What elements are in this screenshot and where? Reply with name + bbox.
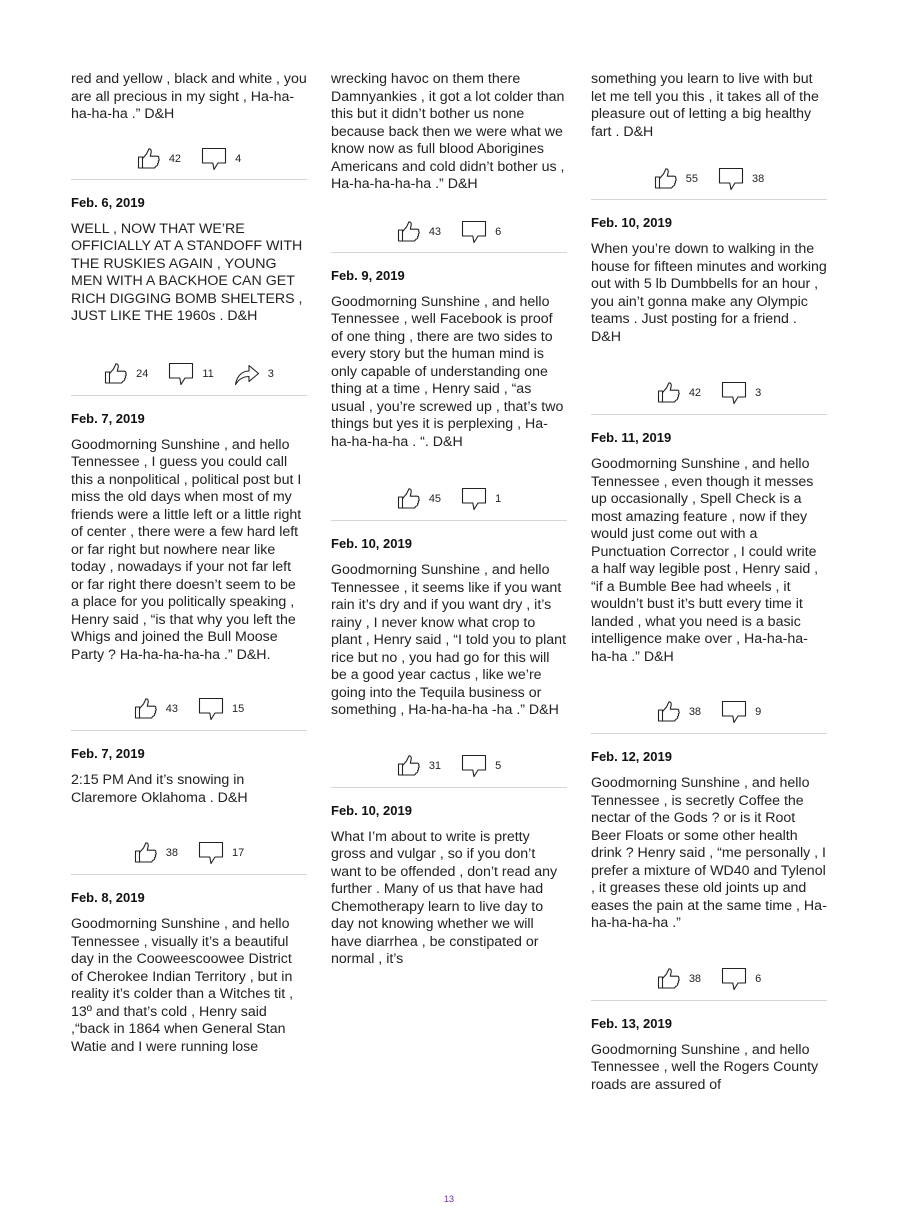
post-stats: [331, 487, 567, 511]
share-arrow-icon: [234, 362, 260, 386]
divider: [71, 395, 307, 396]
like-button[interactable]: 43: [134, 697, 178, 721]
divider: [331, 787, 567, 788]
comment-button[interactable]: 15: [198, 697, 244, 721]
divider: [331, 520, 567, 521]
column-2: [331, 71, 567, 969]
post-stats: [331, 754, 567, 778]
comment-button[interactable]: 4: [201, 147, 241, 171]
comment-icon: [461, 487, 487, 511]
post-date: Feb. 7, 2019: [71, 410, 145, 426]
like-button[interactable]: 43: [397, 220, 441, 244]
post-stats: [71, 362, 307, 386]
thumbs-up-icon: [137, 147, 161, 171]
post-text: Goodmorning Sunshine , and hello Tennessee , well Facebook is proof of one thing , there are two sides to every story but the human mind is only capable of understanding one thing at a time , Henry said , “as usual , you’re screwed up , that’s two things but yes it is perplexing , Ha-ha-ha-ha-ha . “. D&H: [331, 293, 564, 450]
comment-icon: [168, 362, 194, 386]
thumbs-up-icon: [104, 362, 128, 386]
post-date: Feb. 10, 2019: [591, 215, 672, 230]
post-date: Feb. 8, 2019: [71, 890, 145, 905]
post-text-continued: something you learn to live with but let me tell you this , it takes all of the pleasure out of letting a big healthy fart . D&H: [591, 71, 819, 140]
divider: [71, 874, 307, 875]
page-number: 13: [443, 1194, 454, 1204]
comment-icon: [461, 220, 487, 244]
like-button[interactable]: 55: [654, 167, 698, 191]
comment-icon: [198, 697, 224, 721]
comment-icon: [461, 754, 487, 778]
comment-button[interactable]: 5: [461, 754, 501, 778]
post-stats: [71, 841, 307, 865]
like-button[interactable]: 31: [397, 754, 441, 778]
post-text: Goodmorning Sunshine , and hello Tennessee , well the Rogers County roads are assured of: [591, 1041, 819, 1093]
comment-button[interactable]: 11: [168, 362, 213, 386]
post-date: Feb. 7, 2019: [71, 746, 145, 761]
thumbs-up-icon: [657, 700, 681, 724]
comment-icon: [721, 700, 747, 724]
post-stats: [591, 967, 827, 991]
post-date: Feb. 6, 2019: [71, 194, 145, 210]
comment-button[interactable]: 6: [461, 220, 501, 244]
comment-icon: [201, 147, 227, 171]
share-button[interactable]: 3: [234, 362, 274, 386]
post-text: Goodmorning Sunshine , and hello Tennessee , is secretly Coffee the nectar of the Gods ? or is it Root Beer Floats or some other health drink ? Henry said , “me personally , I prefer a mixture of WD40 and Tylenol , it greases these old joints up and eases the pain at the same time , Ha-ha-ha-ha-ha .”: [591, 775, 827, 931]
post-stats: [331, 220, 567, 244]
thumbs-up-icon: [657, 381, 681, 405]
post-date: Feb. 10, 2019: [331, 802, 412, 818]
post-text: Goodmorning Sunshine , and hello Tennessee , even though it messes up occasionally , Spell Check is a most amazing feature , now if they would just come out with a Punctuation Corrector , I could write a half way legible post , Henry said , “if a Bumble Bee had wheels , it wouldn’t bust it’s butt every time it landed , what you need is a basic intelligence make over , Ha-ha-ha-ha-ha .” D&H: [591, 456, 819, 665]
divider: [71, 179, 307, 180]
column-3: [591, 71, 827, 1094]
comment-button[interactable]: 38: [718, 167, 764, 191]
like-button[interactable]: 38: [657, 700, 701, 724]
comment-button[interactable]: 1: [461, 487, 501, 511]
post-text: Goodmorning Sunshine , and hello Tennessee , visually it’s a beautiful day in the Cooweescoowee District of Cherokee Indian Territory , but in reality it’s colder than a Witches tit , 13º and that’s cold , Henry said ,“back in 1864 when General Stan Watie and I were running lose: [71, 916, 294, 1055]
comment-icon: [198, 841, 224, 865]
divider: [591, 414, 827, 415]
like-button[interactable]: 42: [657, 381, 701, 405]
divider: [591, 733, 827, 734]
divider: [591, 199, 827, 200]
comment-icon: [721, 381, 747, 405]
thumbs-up-icon: [134, 697, 158, 721]
post-text: WELL , NOW THAT WE’RE OFFICIALLY AT A STANDOFF WITH THE RUSKIES AGAIN , YOUNG MEN WITH A BACKHOE CAN GET RICH DIGGING BOMB SHELTERS , JUST LIKE THE 1960s . D&H: [71, 220, 303, 324]
like-button[interactable]: 45: [397, 487, 441, 511]
post-stats: [591, 700, 827, 724]
thumbs-up-icon: [397, 487, 421, 511]
post-text: Goodmorning Sunshine , and hello Tennessee , it seems like if you want rain it’s dry and if you want dry , it’s rainy , I never know what crop to plant , Henry said , “I told you to plant rice but no , you had go for this will be a good year cactus , like we’re going into the Tequila business or something , Ha-ha-ha-ha -ha .” D&H: [331, 562, 567, 718]
like-button[interactable]: 24: [104, 362, 148, 386]
like-button[interactable]: 38: [657, 967, 701, 991]
post-text: 2:15 PM And it’s snowing in Claremore Oklahoma . D&H: [71, 772, 248, 806]
post-stats: [591, 381, 827, 405]
post-text: What I’m about to write is pretty gross and vulgar , so if you don’t want to be offended , don’t read any further . Many of us that have had Chemotherapy learn to live day to day not knowing whether we will have diarrhea , be constipated or normal , it’s: [331, 828, 558, 967]
divider: [331, 252, 567, 253]
post-date: Feb. 10, 2019: [331, 536, 412, 551]
post-text: When you’re down to walking in the house for fifteen minutes and working out with 5 lb Dumbbells for an hour , you ain’t gonna make any Olympic teams . Just posting for a friend . D&H: [591, 241, 827, 345]
thumbs-up-icon: [397, 754, 421, 778]
thumbs-up-icon: [134, 841, 158, 865]
thumbs-up-icon: [657, 967, 681, 991]
like-button[interactable]: 38: [134, 841, 178, 865]
post-date: Feb. 11, 2019: [591, 430, 672, 445]
comment-icon: [718, 167, 744, 191]
post-stats: [71, 147, 307, 171]
like-button[interactable]: 42: [137, 147, 181, 171]
post-text-continued: red and yellow , black and white , you are all precious in my sight , Ha-ha-ha-ha-ha .” D&H: [71, 71, 307, 122]
comment-icon: [721, 967, 747, 991]
post-text: Goodmorning Sunshine , and hello Tennessee , I guess you could call this a nonpolitical , political post but I miss the old days when most of my friends were a little left or a little right of center , there were a few hard left or far right but nowhere near like today , nowadays if your not far left or far right there doesn’t seem to be a place for you politically speaking , Henry said , “is that why you left the Whigs and joined the Bull Moose Party ? Ha-ha-ha-ha-ha .” D&H.: [71, 436, 302, 663]
comment-button[interactable]: 6: [721, 967, 761, 991]
thumbs-up-icon: [397, 220, 421, 244]
post-date: Feb. 12, 2019: [591, 749, 672, 764]
divider: [591, 1000, 827, 1001]
comment-button[interactable]: 3: [721, 381, 761, 405]
post-stats: [71, 697, 307, 721]
thumbs-up-icon: [654, 167, 678, 191]
post-text-continued: wrecking havoc on them there Damnyankies , it got a lot colder than this but it didn’t bother us none because back then we were what we know now as full blood Aborigines Americans and cold didn’t bother us , Ha-ha-ha-ha-ha .” D&H: [331, 71, 565, 192]
comment-button[interactable]: 17: [198, 841, 244, 865]
post-date: Feb. 9, 2019: [331, 267, 405, 283]
divider: [71, 730, 307, 731]
post-stats: [591, 167, 827, 191]
comment-button[interactable]: 9: [721, 700, 761, 724]
column-1: [71, 71, 307, 1056]
post-date: Feb. 13, 2019: [591, 1015, 672, 1031]
